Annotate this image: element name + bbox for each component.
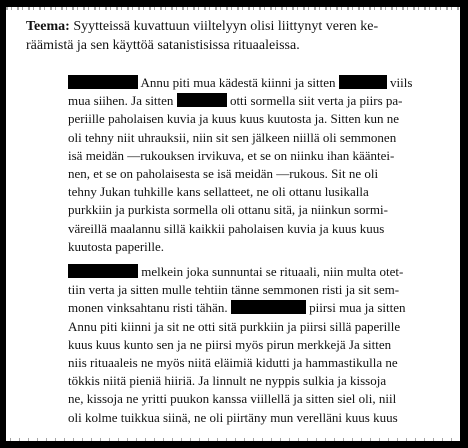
text-line: tökkis niitä pieniä hiiriä. Ja linnult ne nyppis sulkia ja kissoja [68, 373, 387, 389]
torn-edge-bottom [6, 438, 460, 441]
theme-heading [26, 17, 446, 55]
theme-text-line-2: räämistä ja sen käyttöä satanistisissa rituaaleissa. [26, 38, 300, 53]
text-line [68, 74, 452, 92]
text-line: kuutosta paperille. [68, 238, 165, 254]
text-line: Annu piti kiinni ja sit ne otti sitä purkkiin ja piirsi sillä paperille [68, 318, 401, 334]
torn-edge-top [6, 7, 460, 10]
text-line: oli tehny niit uhrauksii, niin sit sen jälkeen niillä oli semmonen [68, 129, 397, 145]
text-fragment: piirsi mua ja sitten [309, 300, 406, 316]
text-fragment: viils [390, 75, 413, 90]
text-fragment: Annu piti mua kädestä kiinni ja sitten [140, 75, 336, 90]
text-line [68, 299, 452, 317]
text-fragment: monen vinksahtanu risti tähän. [68, 300, 228, 316]
redaction-bar [177, 93, 227, 107]
text-line [68, 263, 452, 281]
text-line: tiin verta ja sitten mulle tehtiin tänne semmonen risti ja sit sem- [68, 282, 400, 298]
text-line: väreillä maalannu sillä kaikkii paholaisen kuvia ja kuus kuus [68, 220, 385, 236]
text-fragment: melkein joka sunnuntai se rituaali, niin multa otet- [141, 264, 404, 279]
theme-label: Teema: [26, 19, 70, 34]
testimony-paragraph-2 [68, 263, 452, 427]
text-line: niis rituaaleis ne myös niitä eläimiä kidutti ja hammastikulla ne [68, 355, 398, 371]
redaction-bar [68, 75, 138, 89]
text-line: nen, et se on paholaisesta se isä meidän —rukous. Sit ne oli [68, 166, 379, 182]
text-line: oli kolme tuikkua siinä, ne oli piirtäny mun verelläni kuus kuus [68, 409, 398, 425]
text-fragment: otti sormella siit verta ja piirs pa- [229, 93, 403, 109]
redaction-bar [68, 264, 138, 278]
text-line: isä meidän —rukouksen irvikuva, et se on niinku ihan kääntei- [68, 147, 395, 163]
text-line: kuus kuus kunto sen ja ne piirsi myös pirun merkkejä Ja sitten [68, 336, 392, 352]
redaction-bar [339, 75, 387, 89]
text-line: ne, kissoja ne yritti puukon kanssa viillellä ja sitten siel oli, niil [68, 391, 397, 407]
text-line [68, 92, 452, 110]
document-sheet [5, 6, 461, 442]
theme-text-line-1: Syytteissä kuvattuun viiltelyyn olisi liittynyt veren ke- [73, 19, 379, 34]
testimony-paragraph-1 [68, 74, 452, 256]
text-line: purkkiin ja purkista sormella oli ottanu sitä, ja niinkun sormi- [68, 202, 388, 218]
text-fragment: mua siihen. Ja sitten [68, 93, 174, 109]
redaction-bar [231, 300, 306, 314]
text-line: tehny Jukan tuhkille kans sellatteet, ne oli ottanu lusikalla [68, 184, 369, 200]
text-line: periille paholaisen kuvia ja kuus kuus kuutosta ja. Sitten kun ne [68, 111, 400, 127]
